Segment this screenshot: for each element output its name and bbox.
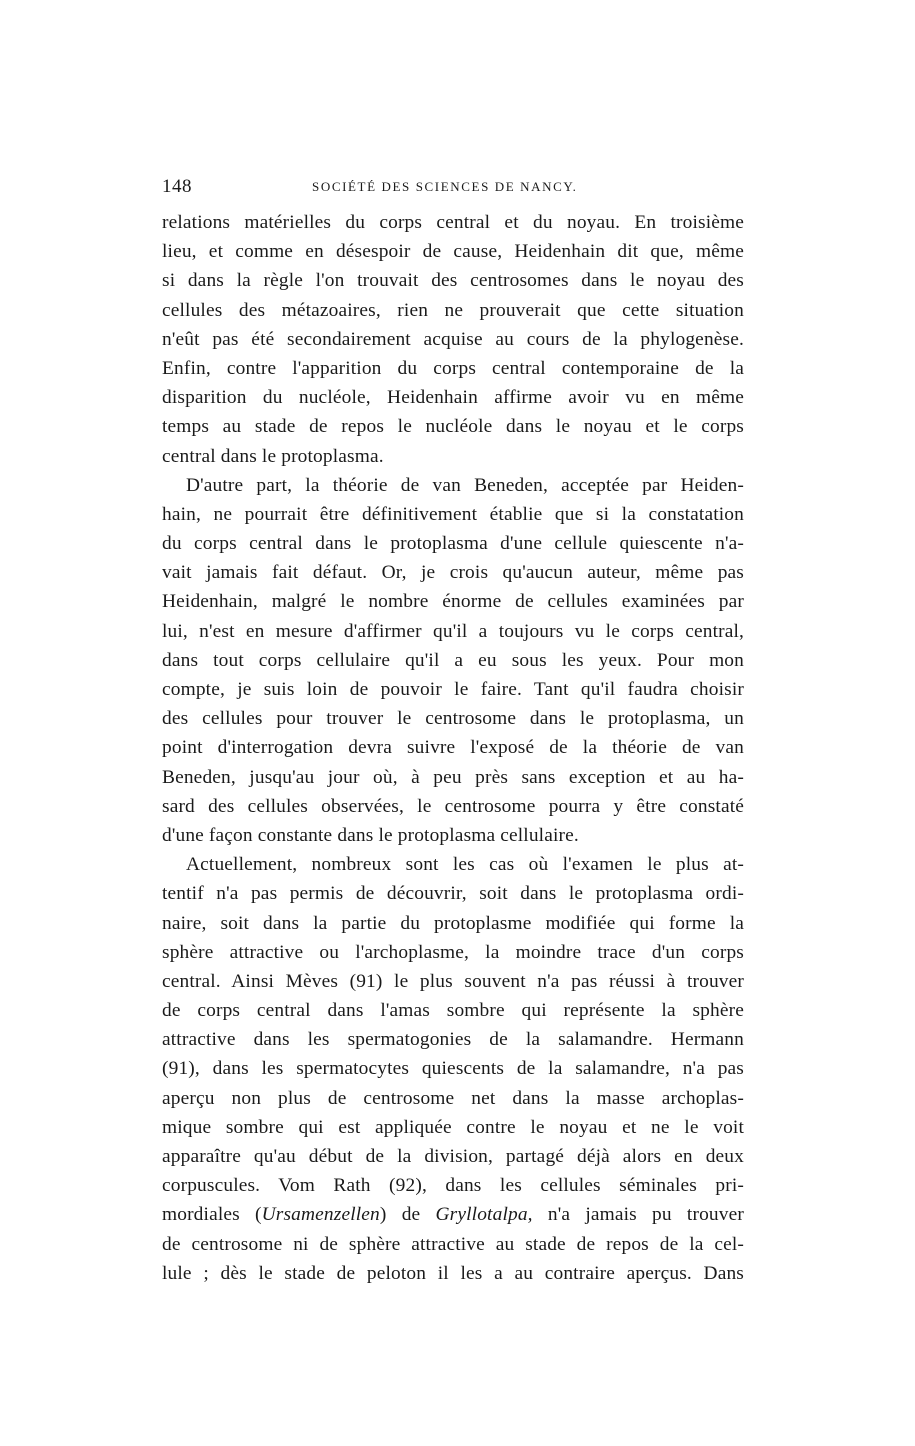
text-segment: ) de: [379, 1204, 436, 1226]
text-line: vait jamais fait défaut. Or, je crois qu'aucun auteur, même pas: [162, 562, 744, 584]
text-line: lui, n'est en mesure d'affirmer qu'il a toujours vu le corps central,: [162, 620, 744, 642]
paragraph-first-line: D'autre part, la théorie de van Beneden, acceptée par Heiden-: [186, 474, 744, 496]
text-line: point d'interrogation devra suivre l'exposé de la théorie de van: [162, 737, 744, 759]
text-line: de centrosome ni de sphère attractive au stade de repos de la cel-: [162, 1233, 744, 1255]
text-segment: mordiales (: [162, 1204, 262, 1226]
text-line: dans tout corps cellulaire qu'il a eu sous les yeux. Pour mon: [162, 649, 744, 671]
text-line: lule ; dès le stade de peloton il les a au contraire aperçus. Dans: [162, 1262, 744, 1284]
text-line: central. Ainsi Mèves (91) le plus souvent n'a pas réussi à trouver: [162, 970, 744, 992]
text-line: Beneden, jusqu'au jour où, à peu près sans exception et au ha-: [162, 766, 744, 788]
text-line: lieu, et comme en désespoir de cause, Heidenhain dit que, même: [162, 241, 744, 263]
text-line: Heidenhain, malgré le nombre énorme de cellules examinées par: [162, 591, 744, 613]
text-line: aperçu non plus de centrosome net dans la masse archoplas-: [162, 1087, 744, 1109]
text-line: d'une façon constante dans le protoplasma cellulaire.: [162, 824, 579, 846]
text-line: cellules des métazoaires, rien ne prouverait que cette situation: [162, 299, 744, 321]
page-number: 148: [162, 176, 192, 197]
italic-term: Ursamenzellen: [261, 1204, 380, 1226]
text-line: naire, soit dans la partie du protoplasme modifiée qui forme la: [162, 912, 744, 934]
text-line: Enfin, contre l'apparition du corps central contemporaine de la: [162, 357, 744, 379]
text-line: tentif n'a pas permis de découvrir, soit dans le protoplasma ordi-: [162, 883, 744, 905]
text-line: apparaître qu'au début de la division, partagé déjà alors en deux: [162, 1146, 744, 1167]
text-line: du corps central dans le protoplasma d'une cellule quiescente n'a-: [162, 533, 744, 555]
text-line: des cellules pour trouver le centrosome dans le protoplasma, un: [162, 708, 744, 730]
text-segment: n'a jamais pu trouver: [532, 1204, 744, 1226]
text-line: mique sombre qui est appliquée contre le noyau et ne le voit: [162, 1116, 744, 1138]
text-line: hain, ne pourrait être définitivement établie que si la constatation: [162, 503, 744, 525]
text-line: corpuscules. Vom Rath (92), dans les cellules séminales pri-: [162, 1175, 744, 1197]
running-title: SOCIÉTÉ DES SCIENCES DE NANCY.: [312, 179, 578, 194]
italic-term: Gryllotalpa,: [435, 1204, 533, 1226]
text-line: central dans le protoplasma.: [162, 445, 384, 467]
text-line: disparition du nucléole, Heidenhain affirme avoir vu en même: [162, 387, 744, 409]
text-line: relations matérielles du corps central et du noyau. En troisième: [162, 212, 744, 233]
text-line: sphère attractive ou l'archoplasme, la moindre trace d'un corps: [162, 941, 744, 963]
text-line: n'eût pas été secondairement acquise au cours de la phylogenèse.: [162, 328, 744, 350]
text-line: attractive dans les spermatogonies de la salamandre. Hermann: [162, 1029, 744, 1051]
text-line-with-italics: [162, 1200, 744, 1229]
body-text: [162, 208, 744, 1288]
text-line: compte, je suis loin de pouvoir le faire. Tant qu'il faudra choisir: [162, 679, 744, 700]
text-line: sard des cellules observées, le centrosome pourra y être constaté: [162, 795, 744, 817]
paragraph-first-line: Actuellement, nombreux sont les cas où l'examen le plus at-: [186, 854, 744, 876]
text-line: (91), dans les spermatocytes quiescents de la salamandre, n'a pas: [162, 1058, 744, 1080]
text-line: temps au stade de repos le nucléole dans le noyau et le corps: [162, 416, 744, 438]
text-line: si dans la règle l'on trouvait des centrosomes dans le noyau des: [162, 270, 744, 292]
running-header: [162, 176, 742, 200]
text-line: de corps central dans l'amas sombre qui représente la sphère: [162, 1000, 744, 1022]
